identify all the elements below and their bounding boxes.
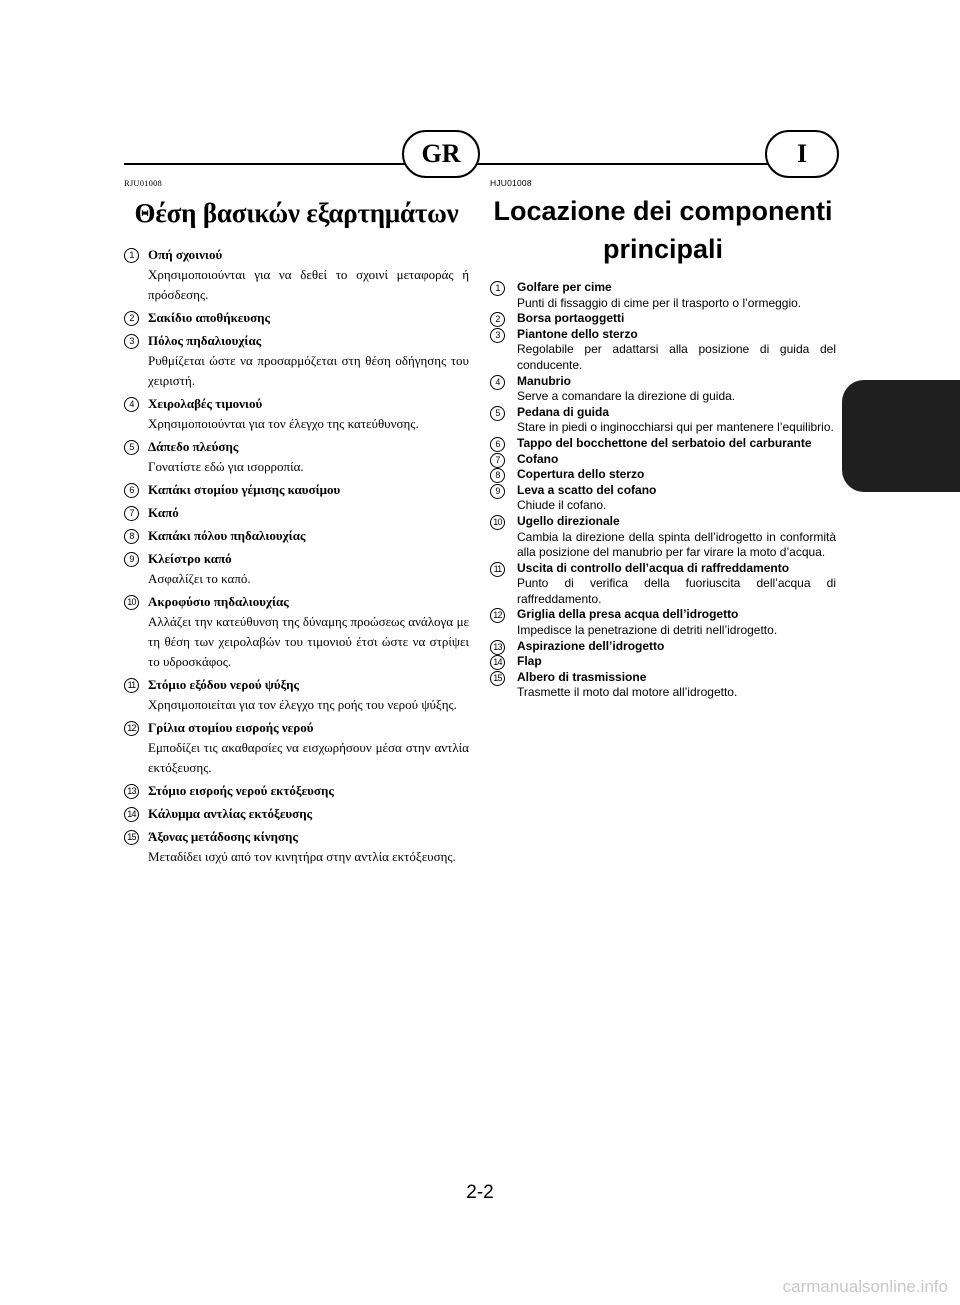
item-number-badge: 2 [124,311,139,326]
item-name: Ακροφύσιο πηδαλιουχίας [148,594,289,609]
section-code: RJU01008 [124,178,162,188]
item-name: Καπό [148,505,179,520]
list-item [490,483,836,514]
item-description: Ρυθμίζεται ώστε να προσαρμόζεται στη θέση οδήγησης του χειριστή. [148,353,469,388]
item-number-badge: 3 [490,328,505,343]
list-item [124,549,469,589]
item-number-badge: 14 [490,655,505,670]
item-number-badge: 10 [124,595,139,610]
item-description: Μεταδίδει ισχύ από τον κινητήρα στην αντλία εκτόξευσης. [148,849,456,864]
item-number-badge: 12 [124,721,139,736]
greek-column [124,178,469,870]
list-item [124,592,469,672]
list-item [490,639,836,655]
item-number-badge: 3 [124,334,139,349]
item-number-badge: 10 [490,515,505,530]
list-item [124,308,469,328]
item-name: Στόμιο εισροής νερού εκτόξευσης [148,783,334,798]
language-badge-i: I [765,130,839,178]
list-item [490,452,836,468]
item-description: Punti di fissaggio di cime per il trasporto o l’ormeggio. [517,295,802,310]
item-name: Δάπεδο πλεύσης [148,439,239,454]
item-number-badge: 12 [490,608,505,623]
item-number-badge: 15 [124,830,139,845]
item-name: Aspirazione dell’idrogetto [517,638,665,653]
language-badge-gr: GR [402,130,480,178]
item-number-badge: 9 [490,484,505,499]
section-title: Locazione dei componenti principali [493,196,833,264]
item-name: Borsa portaoggetti [517,311,625,326]
list-item [490,311,836,327]
item-number-badge: 4 [124,397,139,412]
item-description: Chiude il cofano. [517,498,607,513]
item-name: Χειρολαβές τιμονιού [148,396,263,411]
item-name: Πόλος πηδαλιουχίας [148,333,262,348]
item-description: Punto di verifica della fuoriuscita dell’acqua di raffreddamento. [517,576,836,606]
item-number-badge: 14 [124,807,139,822]
list-item [490,280,836,311]
list-item [124,331,469,391]
list-item [124,718,469,778]
item-number-badge: 11 [124,678,139,693]
item-name: Σακίδιο αποθήκευσης [148,310,271,325]
item-description: Regolabile per adattarsi alla posizione di guida del conducente. [517,342,836,372]
list-item [124,804,469,824]
item-name: Άξονας μετάδοσης κίνησης [148,829,298,844]
list-item [124,480,469,500]
item-name: Pedana di guida [517,404,610,419]
item-number-badge: 9 [124,552,139,567]
item-number-badge: 7 [490,453,505,468]
item-name: Κάλυμμα αντλίας εκτόξευσης [148,806,313,821]
item-number-badge: 15 [490,671,505,686]
item-description: Αλλάζει την κατεύθυνση της δύναμης προώσεως ανάλογα με τη θέση των χειρολαβών του τιμονιού έτσι ώστε να στρίψει το υδροσκάφος. [148,614,469,669]
header-rule [124,163,836,165]
item-number-badge: 7 [124,506,139,521]
item-description: Γονατίστε εδώ για ισορροπία. [148,459,304,474]
list-item [490,436,836,452]
item-number-badge: 1 [124,248,139,263]
item-number-badge: 4 [490,375,505,390]
item-name: Copertura dello sterzo [517,467,645,482]
section-title: Θέση βασικών εξαρτημάτων [134,198,459,228]
list-item [490,514,836,561]
list-item [490,670,836,701]
item-description: Serve a comandare la direzione di guida. [517,389,736,404]
item-number-badge: 8 [490,468,505,483]
list-item [490,467,836,483]
chapter-tab [842,380,960,492]
list-item [124,245,469,305]
item-description: Impedisce la penetrazione di detriti nell’idrogetto. [517,623,778,638]
item-description: Stare in piedi o inginocchiarsi qui per mantenere l’equilibrio. [517,420,834,435]
item-description: Trasmette il moto dal motore all’idrogetto. [517,685,738,700]
item-name: Tappo del bocchettone del serbatoio del carburante [517,435,812,450]
item-name: Cofano [517,451,559,466]
page-number: 2-2 [466,1182,494,1203]
item-name: Στόμιο εξόδου νερού ψύξης [148,677,299,692]
item-name: Κλείστρο καπό [148,551,232,566]
item-number-badge: 13 [124,784,139,799]
item-name: Καπάκι πόλου πηδαλιουχίας [148,528,306,543]
list-item [490,327,836,374]
item-description: Χρησιμοποιούνται για τον έλεγχο της κατεύθυνσης. [148,416,419,431]
item-name: Γρίλια στομίου εισροής νερού [148,720,314,735]
item-name: Ugello direzionale [517,513,620,528]
item-name: Uscita di controllo dell’acqua di raffreddamento [517,560,790,575]
list-item [124,827,469,867]
list-item [490,561,836,608]
item-number-badge: 11 [490,562,505,577]
item-name: Manubrio [517,373,571,388]
item-name: Leva a scatto del cofano [517,482,657,497]
list-item [124,526,469,546]
item-description: Εμποδίζει τις ακαθαρσίες να εισχωρήσουν μέσα στην αντλία εκτόξευσης. [148,740,469,775]
italian-column [490,178,836,701]
item-number-badge: 2 [490,312,505,327]
list-item [124,675,469,715]
watermark: carmanualsonline.info [782,1277,948,1296]
component-list [490,280,836,701]
list-item [490,405,836,436]
item-number-badge: 5 [490,406,505,421]
list-item [124,437,469,477]
item-number-badge: 6 [124,483,139,498]
list-item [124,394,469,434]
item-number-badge: 1 [490,281,505,296]
item-description: Χρησιμοποιείται για τον έλεγχο της ροής του νερού ψύξης. [148,697,457,712]
item-number-badge: 13 [490,640,505,655]
list-item [124,781,469,801]
item-name: Griglia della presa acqua dell’idrogetto [517,607,739,622]
item-description: Χρησιμοποιούνται για να δεθεί το σχοινί μεταφοράς ή πρόσδεσης. [148,267,469,302]
item-description: Cambia la direzione della spinta dell’idrogetto in conformità alla posizione del manubrio per far virare la moto d’acqua. [517,529,836,560]
item-name: Piantone dello sterzo [517,326,638,341]
item-description: Ασφαλίζει το καπό. [148,571,251,586]
list-item [490,607,836,638]
list-item [490,654,836,670]
section-code: HJU01008 [490,178,532,188]
item-number-badge: 5 [124,440,139,455]
item-number-badge: 8 [124,529,139,544]
list-item [490,374,836,405]
item-name: Οπή σχοινιού [148,247,223,262]
item-name: Καπάκι στομίου γέμισης καυσίμου [148,482,341,497]
item-name: Golfare per cime [517,280,612,294]
item-name: Flap [517,654,542,669]
item-number-badge: 6 [490,437,505,452]
component-list [124,245,469,867]
item-name: Albero di trasmissione [517,669,647,684]
list-item [124,503,469,523]
